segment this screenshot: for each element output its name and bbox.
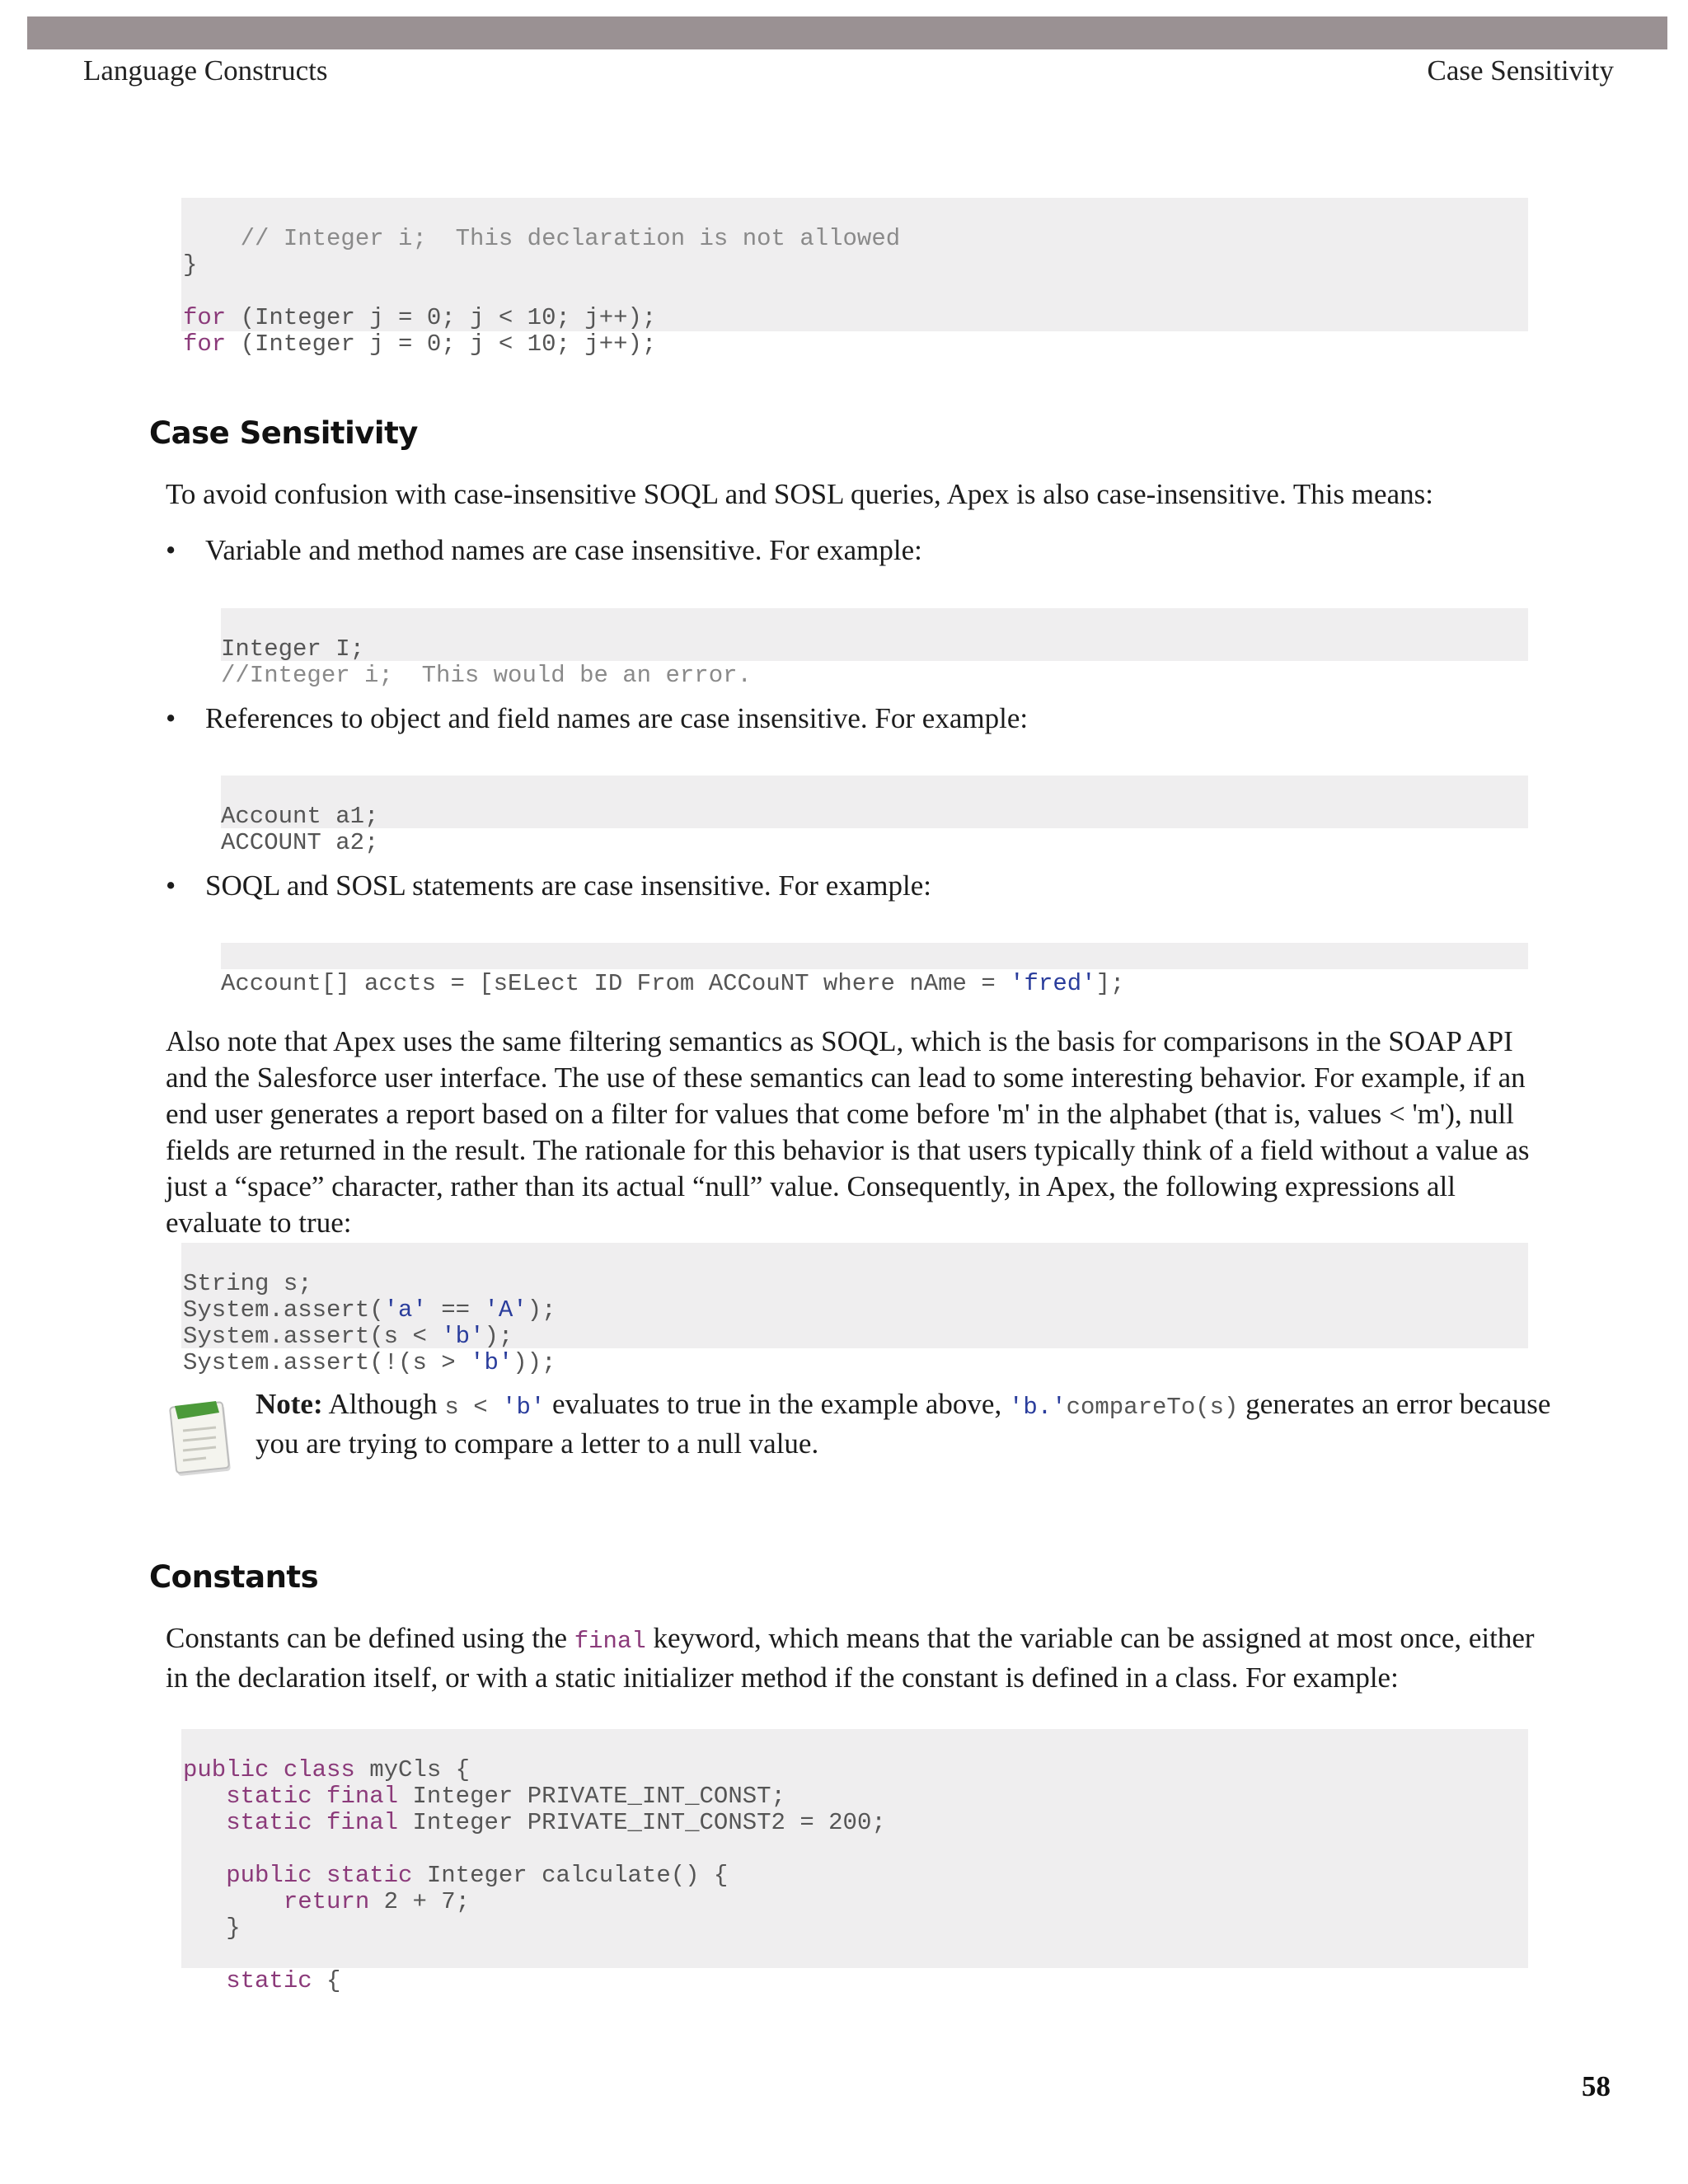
code-text: myCls { <box>354 1756 471 1783</box>
running-header-chapter: Language Constructs <box>83 54 328 87</box>
constants-paragraph <box>166 1620 1550 1696</box>
code-line <box>183 279 1528 305</box>
code-line: String s; <box>183 1270 312 1297</box>
code-line <box>183 1863 1528 1889</box>
string-literal: 'fred' <box>1010 970 1096 997</box>
code-block-variables <box>221 608 1528 689</box>
code-text: == <box>426 1296 485 1324</box>
code-line <box>183 305 1528 331</box>
code-text: System.assert(!(s > <box>183 1349 471 1376</box>
inline-code: compareTo(s) <box>1066 1394 1239 1421</box>
section-title-case-sensitivity: Case Sensitivity <box>149 415 418 451</box>
section-title-constants: Constants <box>149 1559 319 1595</box>
code-text: Account[] accts = [sELect ID From ACCouNT where nAme = <box>221 970 1010 997</box>
code-line: Account a1; <box>221 803 379 830</box>
para-text: keyword, which means that the variable can be assigned at most once, either in the declaration itself, or with a static initializer method if the constant is defined in a class. For example: <box>166 1622 1535 1694</box>
code-line: Integer I; <box>221 635 365 663</box>
bullet-text: SOQL and SOSL statements are case insensitive. For example: <box>205 869 931 902</box>
note-text <box>256 1386 1558 1462</box>
code-line <box>183 1836 1528 1863</box>
code-line: ACCOUNT a2; <box>221 829 379 856</box>
code-line <box>183 1915 1528 1942</box>
code-text: ); <box>527 1296 556 1324</box>
note-icon <box>168 1396 234 1479</box>
note-body: evaluates to true in the example above, <box>545 1388 1009 1420</box>
keyword: for <box>183 330 227 358</box>
code-text: ]; <box>1095 970 1125 997</box>
bullet-marker: • <box>166 534 176 566</box>
code-text: Integer calculate() { <box>412 1862 729 1889</box>
note-body: generates an error because you are trying to compare a letter to a null value. <box>256 1388 1551 1460</box>
code-line <box>183 1757 1528 1783</box>
code-text: 2 + 7; <box>369 1888 471 1915</box>
code-line <box>183 1810 1528 1836</box>
string-literal: 'b' <box>470 1349 513 1376</box>
inline-keyword: final <box>574 1628 646 1655</box>
code-text: Integer PRIVATE_INT_CONST; <box>398 1783 785 1810</box>
keyword: for <box>183 304 227 331</box>
keyword: return <box>283 1888 370 1915</box>
code-line <box>183 331 1528 358</box>
string-literal: 'b' <box>441 1323 485 1350</box>
code-block-soql <box>221 943 1528 997</box>
code-line <box>183 1889 1528 1915</box>
code-line <box>183 1783 1528 1810</box>
code-text: (Integer j = 0; j < 10; j++); <box>226 330 657 358</box>
code-text: )); <box>513 1349 556 1376</box>
running-header-section: Case Sensitivity <box>1427 54 1614 87</box>
code-line <box>183 1297 1528 1324</box>
code-text: System.assert( <box>183 1296 384 1324</box>
bullet-text: Variable and method names are case insensitive. For example: <box>205 534 922 566</box>
code-line <box>183 1350 1528 1376</box>
code-line: //Integer i; This would be an error. <box>221 662 752 689</box>
code-block-objects <box>221 776 1528 856</box>
keyword: static final <box>226 1809 399 1836</box>
note-label: Note: <box>256 1388 323 1420</box>
code-block-top <box>181 198 1528 358</box>
code-line <box>183 1324 1528 1350</box>
code-text: } <box>226 1915 241 1942</box>
string-literal: 'A' <box>484 1296 528 1324</box>
intro-paragraph: To avoid confusion with case-insensitive SOQL and SOSL queries, Apex is also case-insensitive. This means: <box>166 478 1433 510</box>
code-line <box>183 1968 1528 1994</box>
code-text: System.assert(s < <box>183 1323 442 1350</box>
code-text: Integer PRIVATE_INT_CONST2 = 200; <box>398 1809 886 1836</box>
keyword: public static <box>226 1862 413 1889</box>
code-text: ); <box>484 1323 513 1350</box>
bullet-text: References to object and field names are case insensitive. For example: <box>205 702 1029 734</box>
inline-string: 'b' <box>502 1394 546 1421</box>
keyword: static <box>226 1967 312 1994</box>
bullet-marker: • <box>166 702 176 734</box>
keyword: public class <box>183 1756 355 1783</box>
code-block-constants <box>181 1729 1528 1994</box>
code-line <box>221 971 1528 997</box>
page-number: 58 <box>1582 2070 1611 2102</box>
code-line: // Integer i; This declaration is not allowed <box>183 225 901 252</box>
para-text: Constants can be defined using the <box>166 1622 574 1654</box>
inline-string: 'b.' <box>1008 1394 1067 1421</box>
header-bar <box>27 16 1667 49</box>
inline-code: s < <box>444 1394 503 1421</box>
code-block-asserts <box>181 1243 1528 1376</box>
code-text: { <box>312 1967 341 1994</box>
bullet-marker: • <box>166 869 176 902</box>
note-body: Although <box>322 1388 445 1420</box>
string-literal: 'a' <box>383 1296 427 1324</box>
keyword: static final <box>226 1783 399 1810</box>
code-text: (Integer j = 0; j < 10; j++); <box>226 304 657 331</box>
code-line <box>183 1942 1528 1968</box>
code-line: } <box>183 251 198 279</box>
filtering-paragraph: Also note that Apex uses the same filtering semantics as SOQL, which is the basis for comparisons in the SOAP API and the Salesforce user interface. The use of these semantics can lead to some interesting behavior. For example, if an end user generates a report based on a filter for values that come before 'm' in the alphabet (that is, values < 'm'), null fields are returned in the result. The rationale for this behavior is that users typically think of a field without a value as just a “space” character, rather than its actual “null” value. Consequently, in Apex, the following expressions all evaluate to true: <box>166 1025 1530 1239</box>
